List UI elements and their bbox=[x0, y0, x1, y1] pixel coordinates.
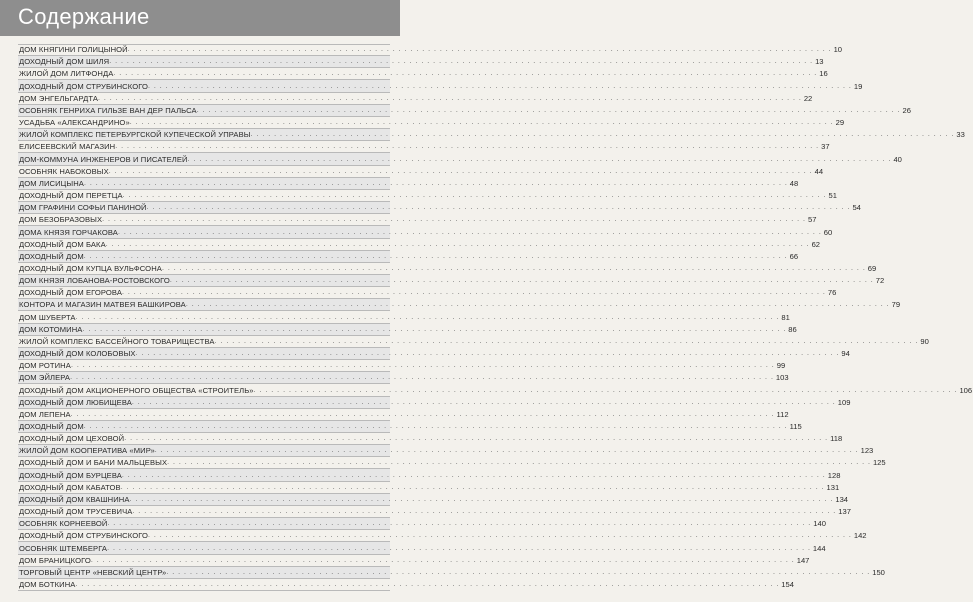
toc-leader-dots: . . . . . . . . . . . . . . . . . . . . . . . . . . . . . . . . . . . . . . . . . . . . . . . . . . . . . . . . . . . . . . . . . . . . . . . . . . . . . . . . . . . . . . . . . . . . . . . . . . . . . . . . . . . . . . . . . . . . . . . . bbox=[185, 301, 890, 309]
toc-entry-page: 54 bbox=[852, 203, 861, 213]
toc-entry-title: ДОХОДНЫЙ ДОМ КОЛОБОВЫХ bbox=[19, 349, 136, 359]
toc-leader-dots: . . . . . . . . . . . . . . . . . . . . . . . . . . . . . . . . . . . . . . . . . . . . . . . . . . . . . . . . . . . . . . . . . . . . . . . . . . . . . . . . . . . . . . . . . . . . . . . . . . . . . . . . . . . . . . . . . . . . . . . . bbox=[70, 410, 775, 418]
toc-leader-dots: . . . . . . . . . . . . . . . . . . . . . . . . . . . . . . . . . . . . . . . . . . . . . . . . . . . . . . . . . . . . . . . . . . . . . . . . . . . . . . . . . . . . . . . . . . . . . . . . . . . . . . . . . . . . . . . . . . . . . . . . bbox=[70, 362, 775, 370]
toc-leader-dots: . . . . . . . . . . . . . . . . . . . . . . . . . . . . . . . . . . . . . . . . . . . . . . . . . . . . . . . . . . . . . . . . . . . . . . . . . . . . . . . . . . . . . . . . . . . . . . . . . . . . . . . . . . . . . . . . . . . . . . . . bbox=[253, 386, 958, 394]
toc-entry bbox=[18, 56, 824, 68]
toc-leader-dots: . . . . . . . . . . . . . . . . . . . . . . . . . . . . . . . . . . . . . . . . . . . . . . . . . . . . . . . . . . . . . . . . . . . . . . . . . . . . . . . . . . . . . . . . . . . . . . . . . . . . . . . . . . . . . . . . . . . . . . . . bbox=[131, 398, 836, 406]
toc-leader-dots: . . . . . . . . . . . . . . . . . . . . . . . . . . . . . . . . . . . . . . . . . . . . . . . . . . . . . . . . . . . . . . . . . . . . . . . . . . . . . . . . . . . . . . . . . . . . . . . . . . . . . . . . . . . . . . . . . . . . . . . . bbox=[214, 337, 919, 345]
toc-entry bbox=[18, 530, 867, 542]
toc-entry-title: ДОХОДНЫЙ ДОМ КАБАТОВ bbox=[19, 482, 121, 492]
toc-entry-title: ЕЛИСЕЕВСКИЙ МАГАЗИН bbox=[19, 142, 116, 152]
toc-entry bbox=[18, 518, 826, 530]
toc-entry-page: 48 bbox=[789, 178, 799, 188]
toc-entry-page: 33 bbox=[956, 130, 965, 140]
toc-entry bbox=[18, 324, 797, 336]
toc-entry bbox=[18, 190, 837, 202]
toc-entry-title: ЖИЛОЙ КОМПЛЕКС ПЕТЕРБУРГСКОЙ КУПЕЧЕСКОЙ УПРАВЫ bbox=[19, 130, 251, 140]
toc-entry-page: 90 bbox=[920, 336, 929, 346]
toc-entry-title: ОСОБНЯК ШТЕМБЕРГА bbox=[19, 543, 108, 553]
toc-leader-dots: . . . . . . . . . . . . . . . . . . . . . . . . . . . . . . . . . . . . . . . . . . . . . . . . . . . . . . . . . . . . . . . . . . . . . . . . . . . . . . . . . . . . . . . . . . . . . . . . . . . . . . . . . . . . . . . . . . . . . . . . bbox=[167, 459, 871, 467]
page-title: Содержание bbox=[18, 4, 150, 29]
toc-entry-page: 112 bbox=[776, 409, 789, 419]
toc-entry bbox=[18, 287, 837, 299]
toc-entry-page: 19 bbox=[853, 81, 863, 91]
toc-entry-title: ДОХОДНЫЙ ДОМ БУРЦЕВА bbox=[19, 470, 122, 480]
toc-entry bbox=[18, 457, 886, 469]
toc-entry-page: 137 bbox=[838, 507, 851, 517]
toc-entry-page: 10 bbox=[833, 45, 843, 55]
toc-entry bbox=[18, 80, 863, 92]
toc-leader-dots: . . . . . . . . . . . . . . . . . . . . . . . . . . . . . . . . . . . . . . . . . . . . . . . . . . . . . . . . . . . . . . . . . . . . . . . . . . . . . . . . . . . . . . . . . . . . . . . . . . . . . . . . . . . . . . . . . . . . . . . . bbox=[127, 46, 832, 54]
toc-entry bbox=[18, 93, 813, 105]
toc-leader-dots: . . . . . . . . . . . . . . . . . . . . . . . . . . . . . . . . . . . . . . . . . . . . . . . . . . . . . . . . . . . . . . . . . . . . . . . . . . . . . . . . . . . . . . . . . . . . . . . . . . . . . . . . . . . . . . . . . . . . . . . . bbox=[83, 252, 788, 260]
toc-leader-dots: . . . . . . . . . . . . . . . . . . . . . . . . . . . . . . . . . . . . . . . . . . . . . . . . . . . . . . . . . . . . . . . . . . . . . . . . . . . . . . . . . . . . . . . . . . . . . . . . . . . . . . . . . . . . . . . . . . . . . . . . bbox=[121, 471, 826, 479]
toc-entry-title: ДОХОДНЫЙ ДОМ bbox=[19, 251, 84, 261]
toc-entry-title: ДОМА КНЯЗЯ ГОРЧАКОВА bbox=[19, 227, 118, 237]
toc-entry-page: 150 bbox=[872, 567, 885, 577]
toc-leader-dots: . . . . . . . . . . . . . . . . . . . . . . . . . . . . . . . . . . . . . . . . . . . . . . . . . . . . . . . . . . . . . . . . . . . . . . . . . . . . . . . . . . . . . . . . . . . . . . . . . . . . . . . . . . . . . . . . . . . . . . . . bbox=[124, 435, 829, 443]
toc-entry-page: 26 bbox=[902, 105, 911, 115]
toc-entry-title: УСАДЬБА «АЛЕКСАНДРИНО» bbox=[19, 118, 130, 128]
table-of-contents bbox=[18, 44, 973, 591]
toc-leader-dots: . . . . . . . . . . . . . . . . . . . . . . . . . . . . . . . . . . . . . . . . . . . . . . . . . . . . . . . . . . . . . . . . . . . . . . . . . . . . . . . . . . . . . . . . . . . . . . . . . . . . . . . . . . . . . . . . . . . . . . . . bbox=[135, 350, 840, 358]
toc-entry bbox=[18, 567, 885, 579]
toc-entry-page: 81 bbox=[781, 312, 790, 322]
toc-entry-title: ДОМ КОТОМИНА bbox=[19, 324, 83, 334]
toc-entry-page: 86 bbox=[788, 324, 797, 334]
toc-leader-dots: . . . . . . . . . . . . . . . . . . . . . . . . . . . . . . . . . . . . . . . . . . . . . . . . . . . . . . . . . . . . . . . . . . . . . . . . . . . . . . . . . . . . . . . . . . . . . . . . . . . . . . . . . . . . . . . . . . . . . . . . bbox=[113, 70, 818, 78]
toc-entry-title: ДОМ ЭНГЕЛЬГАРДТА bbox=[19, 93, 98, 103]
toc-entry-title: ДОМ ЭЙЛЕРА bbox=[19, 373, 71, 383]
toc-entry-title: ДОМ БРАНИЦКОГО bbox=[19, 555, 91, 565]
toc-entry-title: ДОХОДНЫЙ ДОМ И БАНИ МАЛЬЦЕВЫХ bbox=[19, 458, 168, 468]
toc-entry bbox=[18, 141, 830, 153]
toc-leader-dots: . . . . . . . . . . . . . . . . . . . . . . . . . . . . . . . . . . . . . . . . . . . . . . . . . . . . . . . . . . . . . . . . . . . . . . . . . . . . . . . . . . . . . . . . . . . . . . . . . . . . . . . . . . . . . . . . . . . . . . . . bbox=[250, 131, 955, 139]
toc-leader-dots: . . . . . . . . . . . . . . . . . . . . . . . . . . . . . . . . . . . . . . . . . . . . . . . . . . . . . . . . . . . . . . . . . . . . . . . . . . . . . . . . . . . . . . . . . . . . . . . . . . . . . . . . . . . . . . . . . . . . . . . . bbox=[82, 325, 787, 333]
toc-entry-page: 62 bbox=[811, 239, 821, 249]
page-header bbox=[0, 0, 400, 36]
toc-entry-title: ЖИЛОЙ ДОМ ЛИТФОНДА bbox=[19, 69, 114, 79]
toc-entry bbox=[18, 372, 789, 384]
toc-entry bbox=[18, 44, 843, 56]
toc-entry-page: 22 bbox=[803, 93, 813, 103]
toc-entry-page: 69 bbox=[867, 263, 877, 273]
toc-entry-page: 123 bbox=[860, 446, 874, 456]
toc-entry bbox=[18, 275, 885, 287]
toc-entry bbox=[18, 299, 901, 311]
toc-leader-dots: . . . . . . . . . . . . . . . . . . . . . . . . . . . . . . . . . . . . . . . . . . . . . . . . . . . . . . . . . . . . . . . . . . . . . . . . . . . . . . . . . . . . . . . . . . . . . . . . . . . . . . . . . . . . . . . . . . . . . . . . bbox=[90, 556, 795, 564]
toc-entry-title: КОНТОРА И МАГАЗИН МАТВЕЯ БАШКИРОВА bbox=[19, 300, 186, 310]
toc-leader-dots: . . . . . . . . . . . . . . . . . . . . . . . . . . . . . . . . . . . . . . . . . . . . . . . . . . . . . . . . . . . . . . . . . . . . . . . . . . . . . . . . . . . . . . . . . . . . . . . . . . . . . . . . . . . . . . . . . . . . . . . . bbox=[196, 106, 901, 114]
toc-entry bbox=[18, 153, 902, 165]
toc-leader-dots: . . . . . . . . . . . . . . . . . . . . . . . . . . . . . . . . . . . . . . . . . . . . . . . . . . . . . . . . . . . . . . . . . . . . . . . . . . . . . . . . . . . . . . . . . . . . . . . . . . . . . . . . . . . . . . . . . . . . . . . . bbox=[169, 277, 874, 285]
toc-entry-page: 99 bbox=[776, 361, 786, 371]
toc-leader-dots: . . . . . . . . . . . . . . . . . . . . . . . . . . . . . . . . . . . . . . . . . . . . . . . . . . . . . . . . . . . . . . . . . . . . . . . . . . . . . . . . . . . . . . . . . . . . . . . . . . . . . . . . . . . . . . . . . . . . . . . . bbox=[129, 119, 834, 127]
toc-leader-dots: . . . . . . . . . . . . . . . . . . . . . . . . . . . . . . . . . . . . . . . . . . . . . . . . . . . . . . . . . . . . . . . . . . . . . . . . . . . . . . . . . . . . . . . . . . . . . . . . . . . . . . . . . . . . . . . . . . . . . . . . bbox=[109, 58, 814, 66]
toc-leader-dots: . . . . . . . . . . . . . . . . . . . . . . . . . . . . . . . . . . . . . . . . . . . . . . . . . . . . . . . . . . . . . . . . . . . . . . . . . . . . . . . . . . . . . . . . . . . . . . . . . . . . . . . . . . . . . . . . . . . . . . . . bbox=[107, 544, 811, 552]
toc-entry-page: 40 bbox=[893, 154, 902, 164]
toc-leader-dots: . . . . . . . . . . . . . . . . . . . . . . . . . . . . . . . . . . . . . . . . . . . . . . . . . . . . . . . . . . . . . . . . . . . . . . . . . . . . . . . . . . . . . . . . . . . . . . . . . . . . . . . . . . . . . . . . . . . . . . . . bbox=[117, 228, 822, 236]
toc-entry bbox=[18, 239, 821, 251]
toc-entry-page: 154 bbox=[781, 580, 794, 590]
toc-entry-title: ТОРГОВЫЙ ЦЕНТР «НЕВСКИЙ ЦЕНТР» bbox=[19, 567, 167, 577]
toc-entry bbox=[18, 117, 845, 129]
toc-entry-page: 72 bbox=[875, 276, 885, 286]
toc-entry bbox=[18, 129, 965, 141]
toc-entry bbox=[18, 542, 826, 554]
toc-leader-dots: . . . . . . . . . . . . . . . . . . . . . . . . . . . . . . . . . . . . . . . . . . . . . . . . . . . . . . . . . . . . . . . . . . . . . . . . . . . . . . . . . . . . . . . . . . . . . . . . . . . . . . . . . . . . . . . . . . . . . . . . bbox=[75, 313, 780, 321]
toc-entry-title: ДОХОДНЫЙ ДОМ СТРУБИНСКОГО bbox=[19, 531, 149, 541]
toc-leader-dots: . . . . . . . . . . . . . . . . . . . . . . . . . . . . . . . . . . . . . . . . . . . . . . . . . . . . . . . . . . . . . . . . . . . . . . . . . . . . . . . . . . . . . . . . . . . . . . . . . . . . . . . . . . . . . . . . . . . . . . . . bbox=[102, 216, 806, 224]
toc-leader-dots: . . . . . . . . . . . . . . . . . . . . . . . . . . . . . . . . . . . . . . . . . . . . . . . . . . . . . . . . . . . . . . . . . . . . . . . . . . . . . . . . . . . . . . . . . . . . . . . . . . . . . . . . . . . . . . . . . . . . . . . . bbox=[108, 167, 813, 175]
toc-leader-dots: . . . . . . . . . . . . . . . . . . . . . . . . . . . . . . . . . . . . . . . . . . . . . . . . . . . . . . . . . . . . . . . . . . . . . . . . . . . . . . . . . . . . . . . . . . . . . . . . . . . . . . . . . . . . . . . . . . . . . . . . bbox=[122, 192, 827, 200]
toc-entry bbox=[18, 494, 849, 506]
toc-entry-page: 103 bbox=[775, 373, 789, 383]
toc-entry-page: 51 bbox=[828, 191, 837, 201]
toc-entry-title: ДОХОДНЫЙ ДОМ АКЦИОНЕРНОГО ОБЩЕСТВА «СТРОИТЕЛЬ» bbox=[19, 385, 254, 395]
toc-entry-title: ДОХОДНЫЙ ДОМ ЕГОРОВА bbox=[19, 288, 123, 298]
toc-leader-dots: . . . . . . . . . . . . . . . . . . . . . . . . . . . . . . . . . . . . . . . . . . . . . . . . . . . . . . . . . . . . . . . . . . . . . . . . . . . . . . . . . . . . . . . . . . . . . . . . . . . . . . . . . . . . . . . . . . . . . . . . bbox=[115, 143, 820, 151]
toc-entry-title: ДОМ ЛЕПЕНА bbox=[19, 409, 71, 419]
toc-entry-page: 134 bbox=[835, 494, 849, 504]
toc-entry bbox=[18, 360, 786, 372]
toc-leader-dots: . . . . . . . . . . . . . . . . . . . . . . . . . . . . . . . . . . . . . . . . . . . . . . . . . . . . . . . . . . . . . . . . . . . . . . . . . . . . . . . . . . . . . . . . . . . . . . . . . . . . . . . . . . . . . . . . . . . . . . . . bbox=[148, 82, 852, 90]
toc-entry-title: ДОХОДНЫЙ ДОМ ПЕРЕТЦА bbox=[19, 191, 123, 201]
toc-leader-dots: . . . . . . . . . . . . . . . . . . . . . . . . . . . . . . . . . . . . . . . . . . . . . . . . . . . . . . . . . . . . . . . . . . . . . . . . . . . . . . . . . . . . . . . . . . . . . . . . . . . . . . . . . . . . . . . . . . . . . . . . bbox=[105, 240, 810, 248]
toc-entry-page: 66 bbox=[789, 251, 799, 261]
toc-entry-page: 131 bbox=[826, 482, 840, 492]
toc-entry bbox=[18, 469, 841, 481]
toc-entry-title: ДОХОДНЫЙ ДОМ КУПЦА ВУЛЬФСОНА bbox=[19, 263, 162, 273]
toc-leader-dots: . . . . . . . . . . . . . . . . . . . . . . . . . . . . . . . . . . . . . . . . . . . . . . . . . . . . . . . . . . . . . . . . . . . . . . . . . . . . . . . . . . . . . . . . . . . . . . . . . . . . . . . . . . . . . . . . . . . . . . . . bbox=[122, 289, 826, 297]
toc-leader-dots: . . . . . . . . . . . . . . . . . . . . . . . . . . . . . . . . . . . . . . . . . . . . . . . . . . . . . . . . . . . . . . . . . . . . . . . . . . . . . . . . . . . . . . . . . . . . . . . . . . . . . . . . . . . . . . . . . . . . . . . . bbox=[98, 94, 802, 102]
toc-entry-title: ДОМ БЕЗОБРАЗОВЫХ bbox=[19, 215, 103, 225]
toc-entry-page: 94 bbox=[841, 349, 850, 359]
toc-entry-title: ДОМ ЛИСИЦЫНА bbox=[19, 178, 84, 188]
toc-entry bbox=[18, 202, 861, 214]
toc-entry bbox=[18, 555, 810, 567]
toc-entry-title: ОСОБНЯК НАБОКОВЫХ bbox=[19, 166, 109, 176]
toc-entry-page: 140 bbox=[813, 519, 826, 529]
toc-entry bbox=[18, 421, 802, 433]
toc-leader-dots: . . . . . . . . . . . . . . . . . . . . . . . . . . . . . . . . . . . . . . . . . . . . . . . . . . . . . . . . . . . . . . . . . . . . . . . . . . . . . . . . . . . . . . . . . . . . . . . . . . . . . . . . . . . . . . . . . . . . . . . . bbox=[161, 264, 866, 272]
toc-entry-title: ДОМ РОТИНА bbox=[19, 361, 71, 371]
toc-entry-title: ДОХОДНЫЙ ДОМ ЛЮБИЩЕВА bbox=[19, 397, 132, 407]
toc-entry-page: 118 bbox=[830, 434, 843, 444]
toc-entry bbox=[18, 409, 789, 421]
toc-entry-page: 128 bbox=[827, 470, 841, 480]
toc-entry-page: 106 bbox=[959, 385, 973, 395]
toc-entry-title: ДОХОДНЫЙ ДОМ КВАШНИНА bbox=[19, 494, 130, 504]
toc-entry-title: ЖИЛОЙ ДОМ КООПЕРАТИВА «МИР» bbox=[19, 446, 155, 456]
toc-entry-page: 60 bbox=[823, 227, 833, 237]
toc-leader-dots: . . . . . . . . . . . . . . . . . . . . . . . . . . . . . . . . . . . . . . . . . . . . . . . . . . . . . . . . . . . . . . . . . . . . . . . . . . . . . . . . . . . . . . . . . . . . . . . . . . . . . . . . . . . . . . . . . . . . . . . . bbox=[107, 520, 812, 528]
toc-entry bbox=[18, 384, 973, 396]
toc-entry-title: ЖИЛОЙ КОМПЛЕКС БАССЕЙНОГО ТОВАРИЩЕСТВА bbox=[19, 336, 215, 346]
toc-entry-title: ОСОБНЯК КОРНЕЕВОЙ bbox=[19, 519, 108, 529]
toc-entry-page: 144 bbox=[812, 543, 826, 553]
toc-entry-page: 76 bbox=[827, 288, 837, 298]
toc-entry bbox=[18, 68, 828, 80]
toc-entry bbox=[18, 166, 824, 178]
toc-entry bbox=[18, 433, 843, 445]
toc-leader-dots: . . . . . . . . . . . . . . . . . . . . . . . . . . . . . . . . . . . . . . . . . . . . . . . . . . . . . . . . . . . . . . . . . . . . . . . . . . . . . . . . . . . . . . . . . . . . . . . . . . . . . . . . . . . . . . . . . . . . . . . . bbox=[166, 568, 871, 576]
toc-entry-title: ДОХОДНЫЙ ДОМ БАКА bbox=[19, 239, 106, 249]
toc-entry bbox=[18, 348, 850, 360]
toc-entry bbox=[18, 105, 911, 117]
toc-entry bbox=[18, 251, 799, 263]
toc-leader-dots: . . . . . . . . . . . . . . . . . . . . . . . . . . . . . . . . . . . . . . . . . . . . . . . . . . . . . . . . . . . . . . . . . . . . . . . . . . . . . . . . . . . . . . . . . . . . . . . . . . . . . . . . . . . . . . . . . . . . . . . . bbox=[154, 447, 859, 455]
toc-leader-dots: . . . . . . . . . . . . . . . . . . . . . . . . . . . . . . . . . . . . . . . . . . . . . . . . . . . . . . . . . . . . . . . . . . . . . . . . . . . . . . . . . . . . . . . . . . . . . . . . . . . . . . . . . . . . . . . . . . . . . . . . bbox=[120, 483, 825, 491]
toc-leader-dots: . . . . . . . . . . . . . . . . . . . . . . . . . . . . . . . . . . . . . . . . . . . . . . . . . . . . . . . . . . . . . . . . . . . . . . . . . . . . . . . . . . . . . . . . . . . . . . . . . . . . . . . . . . . . . . . . . . . . . . . . bbox=[132, 508, 837, 516]
toc-entry-title: ДОХОДНЫЙ ДОМ СТРУБИНСКОГО bbox=[19, 81, 149, 91]
toc-leader-dots: . . . . . . . . . . . . . . . . . . . . . . . . . . . . . . . . . . . . . . . . . . . . . . . . . . . . . . . . . . . . . . . . . . . . . . . . . . . . . . . . . . . . . . . . . . . . . . . . . . . . . . . . . . . . . . . . . . . . . . . . bbox=[83, 179, 788, 187]
toc-entry bbox=[18, 336, 929, 348]
toc-entry-title: ДОМ КНЯЗЯ ЛОБАНОВА-РОСТОВСКОГО bbox=[19, 276, 170, 286]
toc-entry bbox=[18, 311, 790, 323]
toc-leader-dots: . . . . . . . . . . . . . . . . . . . . . . . . . . . . . . . . . . . . . . . . . . . . . . . . . . . . . . . . . . . . . . . . . . . . . . . . . . . . . . . . . . . . . . . . . . . . . . . . . . . . . . . . . . . . . . . . . . . . . . . . bbox=[187, 155, 892, 163]
toc-entry-page: 16 bbox=[819, 69, 828, 79]
toc-entry-page: 125 bbox=[872, 458, 886, 468]
toc-entry-page: 57 bbox=[807, 215, 817, 225]
toc-entry-page: 44 bbox=[814, 166, 824, 176]
toc-entry-page: 142 bbox=[853, 531, 867, 541]
toc-entry-title: ДОХОДНЫЙ ДОМ ЦЕХОВОЙ bbox=[19, 434, 125, 444]
toc-entry-title: ДОХОДНЫЙ ДОМ bbox=[19, 422, 84, 431]
toc-entry-title: ДОХОДНЫЙ ДОМ ТРУСЕВИЧА bbox=[19, 507, 133, 517]
toc-leader-dots: . . . . . . . . . . . . . . . . . . . . . . . . . . . . . . . . . . . . . . . . . . . . . . . . . . . . . . . . . . . . . . . . . . . . . . . . . . . . . . . . . . . . . . . . . . . . . . . . . . . . . . . . . . . . . . . . . . . . . . . . bbox=[148, 532, 852, 540]
toc-entry-page: 13 bbox=[815, 57, 824, 67]
toc-leader-dots: . . . . . . . . . . . . . . . . . . . . . . . . . . . . . . . . . . . . . . . . . . . . . . . . . . . . . . . . . . . . . . . . . . . . . . . . . . . . . . . . . . . . . . . . . . . . . . . . . . . . . . . . . . . . . . . . . . . . . . . . bbox=[75, 581, 780, 589]
toc-leader-dots: . . . . . . . . . . . . . . . . . . . . . . . . . . . . . . . . . . . . . . . . . . . . . . . . . . . . . . . . . . . . . . . . . . . . . . . . . . . . . . . . . . . . . . . . . . . . . . . . . . . . . . . . . . . . . . . . . . . . . . . . bbox=[146, 204, 851, 212]
toc-entry-title: ДОМ КНЯГИНИ ГОЛИЦЫНОЙ bbox=[19, 45, 128, 55]
toc-entry-title: ДОМ ГРАФИНИ СОФЬИ ПАНИНОЙ bbox=[19, 203, 147, 213]
toc-entry-title: ДОМ БОТКИНА bbox=[19, 580, 76, 590]
toc-entry-page: 29 bbox=[835, 118, 845, 128]
toc-entry-title: ДОХОДНЫЙ ДОМ ШИЛЯ bbox=[19, 57, 110, 67]
toc-entry-page: 109 bbox=[837, 397, 851, 407]
toc-entry bbox=[18, 482, 840, 494]
toc-entry-page: 79 bbox=[891, 300, 901, 310]
toc-entry-title: ОСОБНЯК ГЕНРИХА ГИЛЬЗЕ ВАН ДЕР ПАЛЬСА bbox=[19, 105, 197, 115]
toc-leader-dots: . . . . . . . . . . . . . . . . . . . . . . . . . . . . . . . . . . . . . . . . . . . . . . . . . . . . . . . . . . . . . . . . . . . . . . . . . . . . . . . . . . . . . . . . . . . . . . . . . . . . . . . . . . . . . . . . . . . . . . . . bbox=[83, 423, 788, 430]
toc-entry bbox=[18, 579, 794, 591]
toc-entry-title: ДОМ-КОММУНА ИНЖЕНЕРОВ И ПИСАТЕЛЕЙ bbox=[19, 154, 188, 164]
toc-entry-page: 115 bbox=[789, 422, 802, 431]
toc-leader-dots: . . . . . . . . . . . . . . . . . . . . . . . . . . . . . . . . . . . . . . . . . . . . . . . . . . . . . . . . . . . . . . . . . . . . . . . . . . . . . . . . . . . . . . . . . . . . . . . . . . . . . . . . . . . . . . . . . . . . . . . . bbox=[129, 495, 834, 503]
toc-leader-dots: . . . . . . . . . . . . . . . . . . . . . . . . . . . . . . . . . . . . . . . . . . . . . . . . . . . . . . . . . . . . . . . . . . . . . . . . . . . . . . . . . . . . . . . . . . . . . . . . . . . . . . . . . . . . . . . . . . . . . . . . bbox=[70, 374, 774, 382]
toc-entry-title: ДОМ ШУБЕРТА bbox=[19, 312, 76, 322]
toc-entry bbox=[18, 178, 799, 190]
toc-entry bbox=[18, 214, 817, 226]
toc-entry bbox=[18, 397, 851, 409]
toc-entry-page: 147 bbox=[796, 555, 810, 565]
toc-entry-page: 37 bbox=[821, 142, 830, 152]
toc-entry bbox=[18, 226, 833, 238]
toc-entry bbox=[18, 506, 851, 518]
toc-entry bbox=[18, 445, 874, 457]
toc-entry bbox=[18, 263, 877, 275]
